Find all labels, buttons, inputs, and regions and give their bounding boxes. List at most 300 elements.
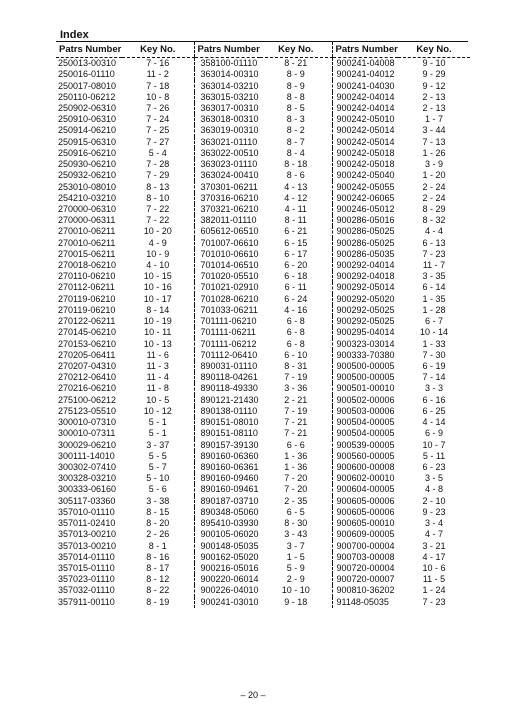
key-number-cell: 8 - 4 [286,147,305,158]
part-number-cell: 890160-06361 [194,462,260,473]
part-number-cell: 900560-00005 [332,451,398,462]
table-row [56,316,470,327]
table-row [56,574,470,585]
part-number-cell: 270015-06211 [58,248,116,259]
key-number-cell: 7 - 21 [284,428,308,439]
key-number-cell: 11 - 8 [146,383,169,394]
key-number-cell: 6 - 23 [422,461,446,472]
part-number-cell: 357011-02410 [58,518,116,529]
key-number-cell: 6 - 7 [424,316,443,327]
key-number-cell: 6 - 5 [286,506,305,517]
key-number-cell: 6 - 8 [286,316,305,327]
key-number-cell: 8 - 31 [284,361,308,372]
key-number-cell: 6 - 18 [284,271,308,282]
key-number-cell: 1 - 33 [422,338,446,349]
key-number-cell: 8 - 17 [146,562,170,573]
key-number-cell: 6 - 9 [424,428,443,439]
part-number-cell: 370301-06211 [194,181,260,192]
part-number-cell: 900292-05020 [332,294,398,305]
key-number-cell: 7 - 28 [146,159,170,170]
part-number-cell: 254210-03210 [58,192,117,203]
key-number-cell: 2 - 21 [284,394,308,405]
part-number-cell: 900105-06020 [194,529,260,540]
table-row [56,80,470,91]
part-number-cell: 890157-39130 [194,439,260,450]
table-row [56,238,470,249]
part-number-cell: 270119-06210 [58,293,116,304]
key-number-cell: 8 - 21 [284,58,308,69]
part-number-cell: 300111-14010 [58,450,115,461]
part-number-cell: 300302-07410 [58,461,117,472]
key-number-cell: 6 - 10 [284,349,308,360]
part-number-cell: 900242-05014 [332,137,398,148]
part-number-cell: 363018-00310 [194,114,260,125]
table-row [56,428,470,439]
table-row [56,540,470,551]
part-number-cell: 900295-04014 [332,327,398,338]
part-number-cell: 900241-04030 [332,80,398,91]
part-number-cell: 890118-04261 [194,372,260,383]
key-number-cell: 8 - 30 [284,518,308,529]
part-number-cell: 357015-01110 [58,562,115,573]
key-number-cell: 2 - 35 [284,495,308,506]
key-number-cell: 7 - 23 [422,596,446,607]
key-number-cell: 11 - 4 [146,372,169,383]
key-number-cell: 11 - 7 [422,260,446,271]
part-number-cell: 300328-03210 [58,473,117,484]
index-body [56,58,470,608]
table-row [56,383,470,394]
part-number-cell: 900242-05018 [332,159,398,170]
part-number-cell: 250932-06210 [58,170,117,181]
part-number-cell: 270110-06210 [58,271,116,282]
key-number-cell: 8 - 18 [284,159,308,170]
part-number-cell: 357911-00110 [58,596,115,607]
table-row [56,585,470,596]
key-number-cell: 9 - 18 [284,596,308,607]
table-row [56,484,470,495]
part-number-cell: 900504-00005 [332,417,398,428]
part-number-cell: 250914-06210 [58,125,117,136]
key-number-cell: 1 - 36 [284,450,308,461]
table-row [56,507,470,518]
page-title: Index [60,29,89,41]
part-number-cell: 900600-00008 [332,462,398,473]
key-number-cell: 7 - 23 [422,248,446,259]
key-number-cell: 8 - 5 [286,102,305,113]
part-number-cell: 250910-06310 [58,114,117,125]
part-number-cell: 363019-00310 [194,125,260,136]
key-number-cell: 8 - 13 [146,181,170,192]
part-number-cell: 890160-06360 [194,451,260,462]
part-number-cell: 363021-01110 [194,137,260,148]
part-number-cell: 270216-06210 [58,383,117,394]
part-number-cell: 701111-06210 [194,316,260,327]
part-number-cell: 900502-00006 [332,395,398,406]
key-number-cell: 8 - 32 [422,215,446,226]
key-number-cell: 1 - 28 [422,304,446,315]
part-number-cell: 300010-07311 [58,428,116,439]
part-number-cell: 900220-06014 [194,574,260,585]
key-number-cell: 10 - 16 [143,282,172,293]
table-row [56,305,470,316]
part-number-cell: 270122-06211 [58,316,116,327]
part-number-cell: 900605-00010 [332,518,398,529]
part-number-cell: 363014-03210 [194,80,260,91]
part-number-cell: 250916-06210 [58,147,117,158]
key-number-cell: 6 - 24 [284,293,308,304]
table-row [56,148,470,159]
table-row [56,125,470,136]
part-number-cell: 701014-06510 [194,260,260,271]
key-number-cell: 4 - 10 [146,260,170,271]
key-number-cell: 7 - 18 [146,80,170,91]
key-number-cell: 10 - 9 [146,248,170,259]
part-number-cell: 270212-06410 [58,372,117,383]
key-number-cell: 8 - 14 [146,304,170,315]
key-number-cell: 10 - 14 [419,327,449,338]
part-number-cell: 890121-21430 [194,395,260,406]
part-number-cell: 270112-06211 [58,282,115,293]
part-number-cell: 270010-06211 [58,226,116,237]
key-number-cell: 5 - 1 [148,428,167,439]
key-number-cell: 6 - 15 [284,237,308,248]
part-number-cell: 363014-00310 [194,69,260,80]
key-number-cell: 2 - 13 [422,102,446,113]
key-number-cell: 5 - 11 [422,450,446,461]
table-row [56,350,470,361]
part-number-cell: 900162-05020 [194,552,260,563]
key-number-cell: 1 - 36 [284,461,308,472]
header-part-number: Patrs Number [56,42,122,58]
key-number-cell: 10 - 7 [422,439,446,450]
key-number-cell: 5 - 10 [146,473,170,484]
key-number-cell: 4 - 9 [148,237,167,248]
key-number-cell: 7 - 26 [146,102,170,113]
part-number-cell: 890187-03710 [194,496,260,507]
key-number-cell: 5 - 9 [286,562,305,573]
key-number-cell: 7 - 25 [146,125,170,136]
part-number-cell: 701112-06410 [194,350,260,361]
part-number-cell: 253010-08010 [58,181,117,192]
part-number-cell: 300029-06210 [58,439,117,450]
key-number-cell: 7 - 29 [146,170,170,181]
table-row [56,451,470,462]
part-number-cell: 890118-49330 [194,383,260,394]
key-number-cell: 7 - 22 [146,203,170,214]
part-number-cell: 900333-70380 [332,350,398,361]
header-row [56,42,470,58]
key-number-cell: 7 - 27 [146,136,170,147]
part-number-cell: 900292-05014 [332,282,398,293]
part-number-cell: 91148-05035 [332,597,398,608]
header-key-number: Key No. [260,42,332,58]
table-row [56,439,470,450]
key-number-cell: 3 - 44 [422,125,446,136]
table-row [56,417,470,428]
key-number-cell: 2 - 24 [422,181,446,192]
part-number-cell: 900323-03014 [332,338,398,349]
key-number-cell: 8 - 8 [286,91,305,102]
key-number-cell: 8 - 12 [146,574,170,585]
key-number-cell: 4 - 16 [284,304,308,315]
key-number-cell: 4 - 8 [424,484,443,495]
key-number-cell: 8 - 2 [286,125,305,136]
key-number-cell: 3 - 5 [424,473,443,484]
table-row [56,361,470,372]
key-number-cell: 6 - 20 [284,260,308,271]
part-number-cell: 895410-03930 [194,518,260,529]
key-number-cell: 8 - 3 [286,114,305,125]
part-number-cell: 900500-00005 [332,361,398,372]
part-number-cell: 363017-00310 [194,103,260,114]
key-number-cell: 10 - 20 [143,226,172,237]
part-number-cell: 250017-08010 [58,80,117,91]
key-number-cell: 8 - 10 [146,192,170,203]
part-number-cell: 890160-09461 [194,484,260,495]
key-number-cell: 10 - 8 [146,91,170,102]
key-number-cell: 6 - 14 [422,282,446,293]
part-number-cell: 701007-06610 [194,238,260,249]
key-number-cell: 5 - 6 [148,484,167,495]
key-number-cell: 10 - 13 [143,338,172,349]
key-number-cell: 10 - 5 [146,394,170,405]
part-number-cell: 900148-05035 [194,540,260,551]
part-number-cell: 363022-00510 [194,148,260,159]
key-number-cell: 10 - 6 [422,562,446,573]
key-number-cell: 10 - 10 [281,585,310,596]
key-number-cell: 8 - 16 [146,551,170,562]
key-number-cell: 8 - 11 [284,215,307,226]
header-part-number: Patrs Number [332,42,398,58]
part-number-cell: 890151-08010 [194,417,260,428]
key-number-cell: 3 - 38 [146,495,170,506]
key-number-cell: 10 - 12 [143,405,172,416]
key-number-cell: 3 - 21 [422,540,446,551]
part-number-cell: 900609-00005 [332,529,398,540]
key-number-cell: 3 - 43 [284,529,308,540]
header-key-number: Key No. [398,42,470,58]
key-number-cell: 6 - 21 [284,226,308,237]
key-number-cell: 6 - 8 [286,338,305,349]
part-number-cell: 900286-05016 [332,215,398,226]
key-number-cell: 4 - 11 [284,203,307,214]
page-number: – 20 – [240,690,266,700]
key-number-cell: 10 - 11 [144,327,172,338]
part-number-cell: 900605-00006 [332,496,398,507]
key-number-cell: 4 - 12 [284,192,308,203]
key-number-cell: 4 - 17 [422,551,446,562]
key-number-cell: 6 - 6 [286,439,305,450]
part-number-cell: 900720-00007 [332,574,398,585]
part-number-cell: 900242-05014 [332,125,398,136]
key-number-cell: 11 - 5 [422,574,446,585]
key-number-cell: 3 - 3 [424,383,443,394]
part-number-cell: 900605-00006 [332,507,398,518]
table-row [56,215,470,226]
key-number-cell: 7 - 19 [284,372,308,383]
key-number-cell: 4 - 7 [424,529,443,540]
table-row [56,529,470,540]
part-number-cell: 270153-06210 [58,338,117,349]
key-number-cell: 7 - 21 [284,417,308,428]
table-row [56,462,470,473]
part-number-cell: 275123-05510 [58,405,117,416]
table-row [56,181,470,192]
table-row [56,137,470,148]
table-row [56,338,470,349]
key-number-cell: 7 - 24 [146,114,170,125]
key-number-cell: 7 - 14 [422,372,446,383]
key-number-cell: 8 - 9 [286,69,305,80]
part-number-cell: 900246-05012 [332,204,398,215]
key-number-cell: 4 - 13 [284,181,308,192]
key-number-cell: 7 - 19 [284,405,308,416]
table-row [56,193,470,204]
key-number-cell: 5 - 5 [148,450,167,461]
key-number-cell: 11 - 2 [146,69,169,80]
part-number-cell: 357014-01110 [58,551,115,562]
part-number-cell: 900216-05016 [194,563,260,574]
part-number-cell: 900292-05025 [332,305,398,316]
key-number-cell: 2 - 9 [286,574,305,585]
table-row [56,204,470,215]
key-number-cell: 8 - 22 [146,585,170,596]
key-number-cell: 9 - 12 [422,80,446,91]
table-row [56,518,470,529]
table-row [56,271,470,282]
part-number-cell: 300010-07310 [58,417,117,428]
part-number-cell: 900500-00005 [332,372,398,383]
key-number-cell: 8 - 1 [148,540,167,551]
part-number-cell: 900242-05055 [332,181,398,192]
part-number-cell: 900810-36202 [332,585,398,596]
part-number-cell: 900286-05025 [332,226,398,237]
key-number-cell: 1 - 5 [286,551,305,562]
key-number-cell: 2 - 13 [422,91,446,102]
key-number-cell: 7 - 13 [422,136,446,147]
key-number-cell: 9 - 10 [422,58,446,69]
key-number-cell: 2 - 10 [422,495,446,506]
key-number-cell: 8 - 7 [286,136,305,147]
part-number-cell: 890138-01110 [194,406,260,417]
part-number-cell: 900539-00005 [332,439,398,450]
key-number-cell: 8 - 6 [286,170,305,181]
key-number-cell: 11 - 6 [146,349,169,360]
key-number-cell: 6 - 19 [422,361,446,372]
part-number-cell: 250016-01110 [58,69,115,80]
part-number-cell: 900226-04010 [194,585,260,596]
key-number-cell: 7 - 20 [284,484,308,495]
part-number-cell: 250013-00310 [58,58,117,69]
key-number-cell: 6 - 25 [422,405,446,416]
part-number-cell: 900703-00008 [332,552,398,563]
table-row [56,327,470,338]
part-number-cell: 900242-06065 [332,193,398,204]
key-number-cell: 5 - 7 [148,461,167,472]
key-number-cell: 3 - 7 [286,540,305,551]
key-number-cell: 1 - 20 [422,170,446,181]
part-number-cell: 370321-06210 [194,204,260,215]
key-number-cell: 5 - 1 [148,417,167,428]
key-number-cell: 8 - 20 [146,518,170,529]
part-number-cell: 900242-05010 [332,114,398,125]
part-number-cell: 250902-06310 [58,102,117,113]
table-row [56,103,470,114]
index-table [56,42,470,608]
part-number-cell: 270010-06211 [58,237,116,248]
key-number-cell: 3 - 36 [284,383,308,394]
part-number-cell: 357010-01110 [58,506,115,517]
key-number-cell: 4 - 4 [424,226,443,237]
key-number-cell: 9 - 29 [422,69,446,80]
table-row [56,58,470,70]
part-number-cell: 357023-01110 [58,574,115,585]
part-number-cell: 370316-06210 [194,193,260,204]
part-number-cell: 701010-06610 [194,249,260,260]
part-number-cell: 363015-03210 [194,92,260,103]
part-number-cell: 701020-05510 [194,271,260,282]
part-number-cell: 363024-00410 [194,170,260,181]
part-number-cell: 890348-05060 [194,507,260,518]
part-number-cell: 701021-02910 [194,282,260,293]
table-row [56,226,470,237]
table-row [56,114,470,125]
part-number-cell: 270207-04310 [58,361,117,372]
part-number-cell: 270145-06210 [58,327,117,338]
key-number-cell: 6 - 8 [286,327,305,338]
part-number-cell: 701033-06211 [194,305,260,316]
key-number-cell: 10 - 19 [143,316,172,327]
part-number-cell: 900292-04014 [332,260,398,271]
part-number-cell: 357013-00210 [58,529,117,540]
part-number-cell: 900242-04014 [332,103,398,114]
header-key-number: Key No. [122,42,194,58]
key-number-cell: 1 - 26 [422,147,446,158]
key-number-cell: 8 - 9 [286,80,305,91]
part-number-cell: 701028-06210 [194,294,260,305]
key-number-cell: 8 - 15 [146,506,170,517]
key-number-cell: 5 - 4 [148,147,167,158]
key-number-cell: 10 - 15 [143,271,172,282]
part-number-cell: 357013-00210 [58,540,117,551]
table-row [56,496,470,507]
key-number-cell: 1 - 7 [424,114,443,125]
part-number-cell: 305117-03360 [58,495,116,506]
part-number-cell: 900501-00010 [332,383,398,394]
table-row [56,69,470,80]
part-number-cell: 250110-06212 [58,91,116,102]
part-number-cell: 900286-05035 [332,249,398,260]
part-number-cell: 900286-05025 [332,238,398,249]
part-number-cell: 357032-01110 [58,585,115,596]
key-number-cell: 3 - 37 [146,439,170,450]
key-number-cell: 7 - 30 [422,349,446,360]
key-number-cell: 6 - 13 [422,237,446,248]
part-number-cell: 900292-05025 [332,316,398,327]
key-number-cell: 7 - 16 [146,58,170,69]
key-number-cell: 6 - 16 [422,394,446,405]
part-number-cell: 300333-06160 [58,484,117,495]
key-number-cell: 8 - 19 [146,596,170,607]
part-number-cell: 270205-06411 [58,349,116,360]
key-number-cell: 10 - 17 [143,293,172,304]
part-number-cell: 358100-01110 [194,58,260,70]
key-number-cell: 2 - 26 [146,529,170,540]
part-number-cell: 900242-04014 [332,92,398,103]
part-number-cell: 900602-00010 [332,473,398,484]
key-number-cell: 9 - 23 [422,506,446,517]
